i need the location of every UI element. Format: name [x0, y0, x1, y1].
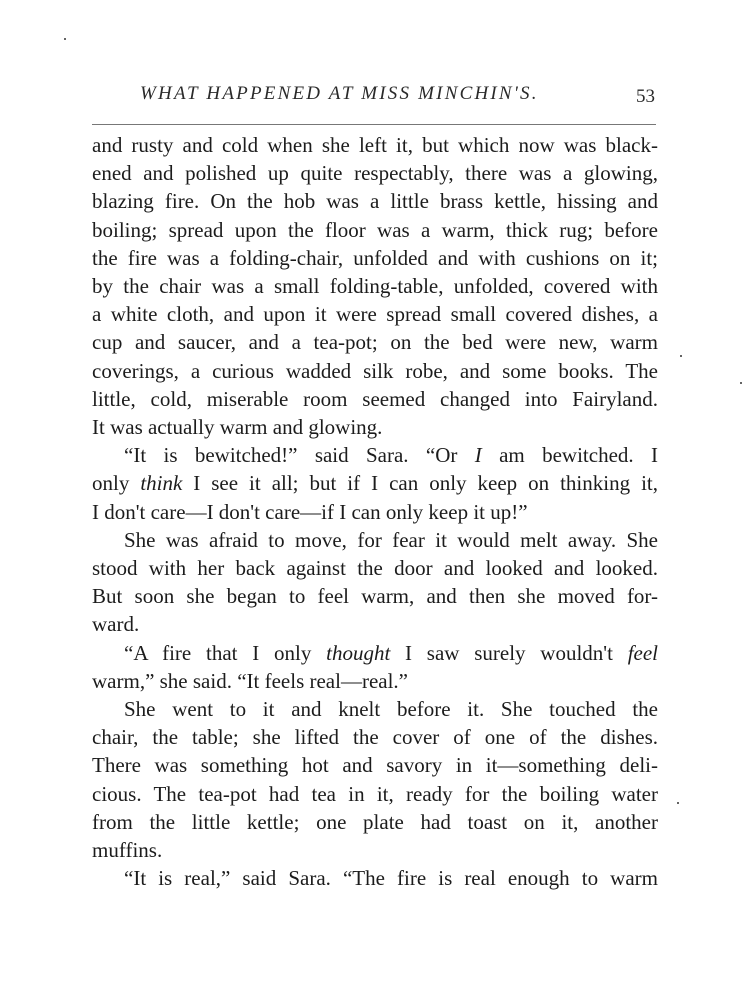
text-line: from the little kettle; one plate had toast on it, another [92, 809, 658, 834]
text-line: boiling; spread upon the floor was a warm, thick rug; before [92, 217, 658, 242]
text-line: by the chair was a small folding-table, unfolded, covered with [92, 274, 658, 299]
text-line: warm,” she said. “It feels real—real.” [92, 668, 409, 693]
print-speck [64, 38, 66, 40]
text-line: “It is bewitched!” said Sara. “Or I am bewitched. I [124, 443, 658, 468]
text-line: cup and saucer, and a tea-pot; on the bed were new, warm [92, 330, 658, 355]
text-line: a white cloth, and upon it were spread small covered dishes, a [92, 302, 658, 327]
text-line: the fire was a folding-chair, unfolded and with cushions on it; [92, 245, 658, 270]
running-title: WHAT HAPPENED AT MISS MINCHIN'S. [140, 83, 539, 104]
text-line: and rusty and cold when she left it, but which now was black- [92, 133, 658, 157]
text-line: She went to it and knelt before it. She touched the [124, 697, 658, 722]
body-text [92, 131, 658, 892]
text-line: But soon she began to feel warm, and then she moved for- [92, 584, 658, 609]
text-line: She was afraid to move, for fear it would melt away. She [124, 527, 658, 552]
print-speck [680, 355, 682, 357]
page-number: 53 [636, 86, 655, 107]
print-speck [740, 382, 742, 384]
text-line: blazing fire. On the hob was a little brass kettle, hissing and [92, 189, 658, 214]
text-line: coverings, a curious wadded silk robe, and some books. The [92, 358, 658, 383]
text-line: “A fire that I only thought I saw surely wouldn't feel [124, 640, 658, 665]
text-line: It was actually warm and glowing. [92, 415, 383, 440]
text-line: chair, the table; she lifted the cover of one of the dishes. [92, 725, 658, 750]
text-line: stood with her back against the door and looked and looked. [92, 556, 658, 581]
header-rule [92, 124, 656, 125]
print-speck [677, 802, 679, 804]
text-line: little, cold, miserable room seemed changed into Fairyland. [92, 386, 658, 411]
text-line: ward. [92, 612, 140, 637]
text-line: ened and polished up quite respectably, there was a glowing, [92, 161, 658, 186]
text-line: “It is real,” said Sara. “The fire is real enough to warm [124, 866, 658, 891]
text-line: cious. The tea-pot had tea in it, ready for the boiling water [92, 781, 658, 806]
text-line: only think I see it all; but if I can only keep on thinking it, [92, 471, 658, 496]
text-line: There was something hot and savory in it—something deli- [92, 753, 658, 778]
text-line: I don't care—I don't care—if I can only keep it up!” [92, 499, 528, 524]
text-line: muffins. [92, 838, 163, 863]
